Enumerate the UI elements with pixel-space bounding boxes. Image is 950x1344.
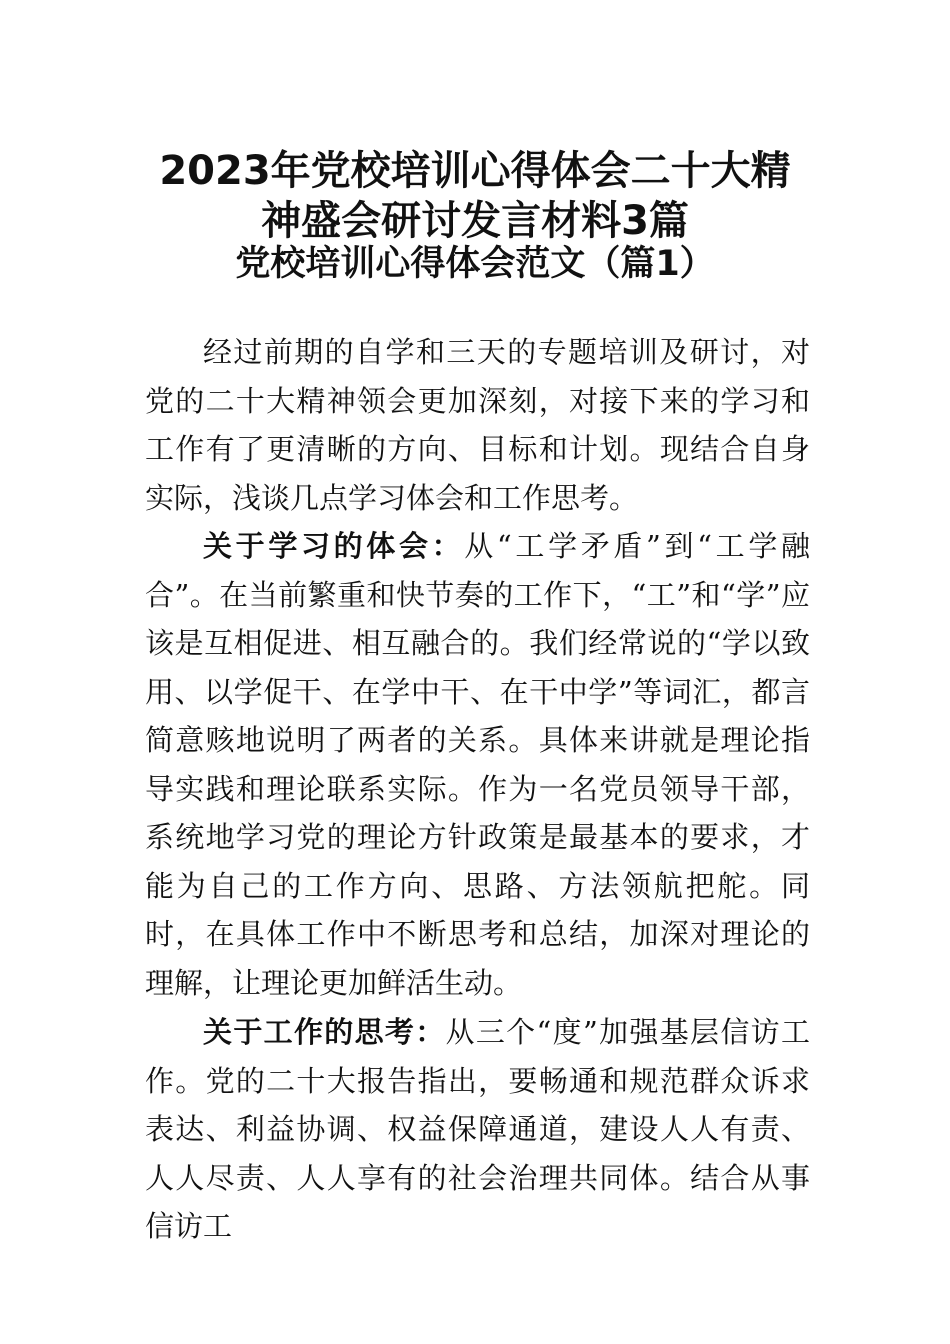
paragraph-study [145, 522, 810, 1007]
paragraph-work [145, 1008, 810, 1251]
paragraph-study-text: 从“工学矛盾”到“工学融合”。在当前繁重和快节奏的工作下，“工”和“学”应该是互相促进、相互融合的。我们经常说的“学以致用、以学促干、在学中干、在干中学”等词汇，都言简意赅地说明了两者的关系。具体来讲就是理论指导实践和理论联系实际。作为一名党员领导干部，系统地学习党的理论方针政策是最基本的要求，才能为自己的工作方向、思路、方法领航把舵。同时，在具体工作中不断思考和总结，加深对理论的理解，让理论更加鲜活生动。 [145, 529, 810, 1000]
paragraph-work-lead: 关于工作的思考： [203, 1015, 446, 1049]
paragraph-work-text: 从三个“度”加强基层信访工作。党的二十大报告指出，要畅通和规范群众诉求表达、利益协调、权益保障通道，建设人人有责、人人尽责、人人享有的社会治理共同体。结合从事信访工 [145, 1015, 810, 1243]
document-title-line-2: 神盛会研讨发言材料3篇 [261, 198, 689, 244]
paragraph-intro [145, 328, 810, 522]
paragraph-intro-text: 经过前期的自学和三天的专题培训及研讨，对党的二十大精神领会更加深刻，对接下来的学习和工作有了更清晰的方向、目标和计划。现结合自身实际，浅谈几点学习体会和工作思考。 [145, 335, 810, 515]
section-subtitle: 党校培训心得体会范文（篇1） [235, 244, 715, 284]
paragraph-study-lead: 关于学习的体会： [203, 529, 465, 563]
document-title-line-1: 2023年党校培训心得体会二十大精 [159, 148, 791, 194]
